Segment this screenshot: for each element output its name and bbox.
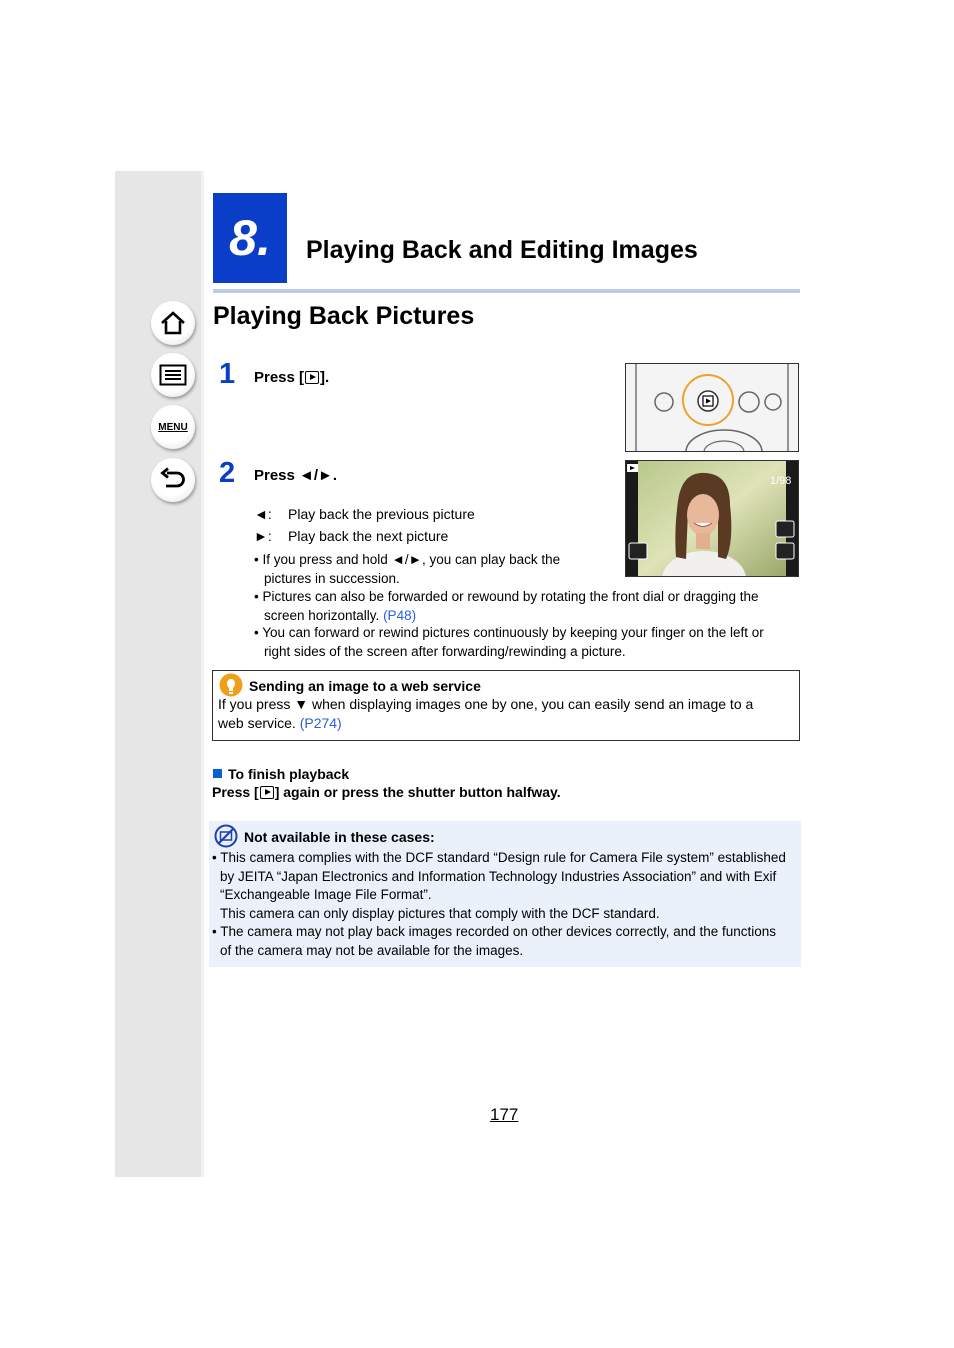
playback-icon <box>305 371 319 384</box>
section-square-icon <box>213 769 222 778</box>
playback-icon <box>260 786 274 799</box>
definition-previous: Play back the previous picture <box>288 506 475 522</box>
step-2-number: 2 <box>219 457 236 489</box>
playback-screen-illustration <box>625 460 799 577</box>
chapter-number-badge: 8. <box>213 193 287 283</box>
definition-next: Play back the next picture <box>288 528 449 544</box>
not-available-title: Not available in these cases: <box>244 829 435 845</box>
bullet-continuous-line2: right sides of the screen after forwarding/rewinding a picture. <box>264 643 626 659</box>
link-p274[interactable]: (P274) <box>299 715 342 731</box>
camera-top-illustration <box>625 363 799 452</box>
sidebar-edge <box>201 171 204 1177</box>
header-rule <box>213 289 800 293</box>
not-available-line: of the camera may not be available for the images. <box>220 942 524 958</box>
tip-text <box>218 695 753 733</box>
tip-text-line2: web service. <box>218 715 300 731</box>
not-available-line: by JEITA “Japan Electronics and Information Technology Industries Association” and with Exif <box>220 868 777 884</box>
camera-buttons-illustration <box>626 364 798 451</box>
page-number: 177 <box>490 1105 519 1124</box>
bullet-continuous <box>254 624 764 661</box>
bullet-front-dial <box>254 588 759 625</box>
home-icon <box>159 310 187 336</box>
finish-text-before: Press [ <box>212 784 259 800</box>
back-arrow-icon <box>159 467 187 493</box>
bullet-front-dial-line1: • Pictures can also be forwarded or rewound by rotating the front dial or dragging the <box>254 589 759 604</box>
bullet-press-hold <box>254 551 560 588</box>
not-available-line: • The camera may not play back images recorded on other devices correctly, and the functions <box>212 924 777 939</box>
step-1-number: 1 <box>219 358 236 390</box>
page-title: Playing Back Pictures <box>213 302 475 330</box>
contents-button[interactable] <box>151 353 195 397</box>
menu-button[interactable] <box>151 405 195 449</box>
menu-label: MENU <box>158 421 188 433</box>
tip-title: Sending an image to a web service <box>249 678 481 694</box>
step-1-text-before: Press [ <box>254 369 305 386</box>
not-available-line: “Exchangeable Image File Format”. <box>220 887 432 902</box>
finish-heading: To finish playback <box>228 766 350 782</box>
list-icon <box>159 364 187 386</box>
home-button[interactable] <box>151 301 195 345</box>
step-1-text <box>254 369 329 386</box>
step-2-text: Press ◄/►. <box>254 467 338 484</box>
step-1-text-after: ]. <box>320 369 330 386</box>
not-available-line: This camera can only display pictures that comply with the DCF standard. <box>220 905 660 921</box>
definition-key-next: ►: <box>254 528 272 544</box>
tip-text-line1: If you press ▼ when displaying images one by one, you can easily send an image to a <box>218 696 754 712</box>
definition-key-previous: ◄: <box>254 506 272 522</box>
chapter-title: Playing Back and Editing Images <box>306 236 698 264</box>
back-button[interactable] <box>151 458 195 502</box>
not-available-line: • This camera complies with the DCF standard “Design rule for Camera File system” established <box>212 850 786 865</box>
bullet-front-dial-line2: screen horizontally. <box>264 607 384 623</box>
not-available-text <box>212 849 786 960</box>
finish-text-after: ] again or press the shutter button halfway. <box>274 784 561 800</box>
image-counter: 1/98 <box>770 475 792 487</box>
bullet-continuous-line1: • You can forward or rewind pictures continuously by keeping your finger on the left or <box>254 625 764 640</box>
link-p48[interactable]: (P48) <box>383 607 417 623</box>
bullet-press-hold-line2: pictures in succession. <box>264 570 400 586</box>
bullet-press-hold-line1: • If you press and hold ◄/►, you can play back the <box>254 552 561 567</box>
finish-instruction <box>212 784 561 800</box>
